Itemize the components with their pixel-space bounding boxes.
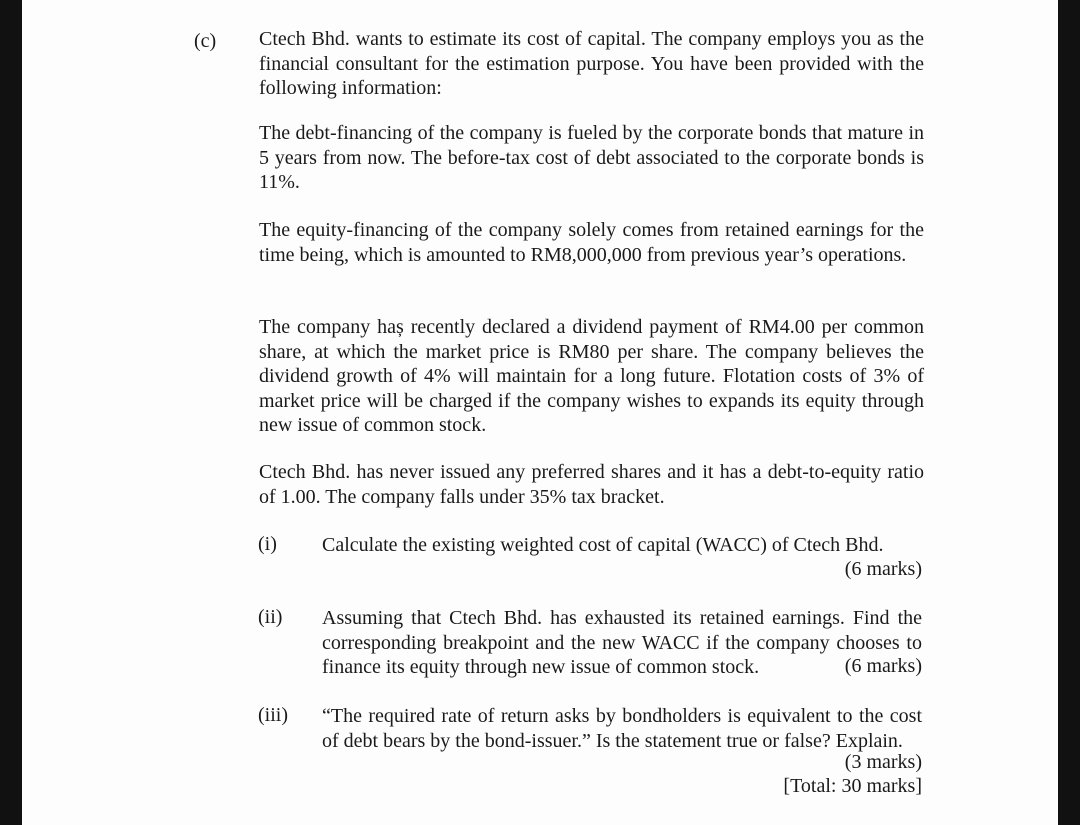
subquestion-i-number: (i): [258, 533, 277, 555]
subquestion-iii-number: (iii): [258, 704, 288, 726]
subquestion-iii-text: “The required rate of return asks by bondholders is equivalent to the cost of debt bears by the bond-issuer.” Is the statement true or false? Explain.: [322, 705, 922, 752]
total-marks: [Total: 30 marks]: [783, 775, 922, 797]
question-label: (c): [194, 30, 217, 52]
subquestion-i-text: Calculate the existing weighted cost of capital (WACC) of Ctech Bhd.: [322, 534, 884, 556]
paragraph-debt: The debt-financing of the company is fueled by the corporate bonds that mature in 5 years from now. The before-tax cost of debt associated to the corporate bonds is 11%.: [259, 122, 924, 193]
subquestion-ii-text: Assuming that Ctech Bhd. has exhausted its retained earnings. Find the corresponding breakpoint and the new WACC if the company chooses to finance its equity through new issue of common stock.: [322, 607, 922, 678]
subquestion-ii-marks: (6 marks): [844, 655, 922, 677]
paragraph-capital-structure: Ctech Bhd. has never issued any preferred shares and it has a debt-to-equity ratio of 1.00. The company falls under 35% tax bracket.: [259, 461, 924, 508]
subquestion-i-marks: (6 marks): [844, 558, 922, 580]
paragraph-equity: The equity-financing of the company solely comes from retained earnings for the time being, which is amounted to RM8,000,000 from previous year’s operations.: [259, 219, 924, 266]
paragraph-dividend: The company haș recently declared a dividend payment of RM4.00 per common share, at which the market price is RM80 per share. The company believes the dividend growth of 4% will maintain for a long future. Flotation costs of 3% of market price will be charged if the company wishes to expands its equity through new issue of common stock.: [259, 316, 924, 436]
paragraph-intro: Ctech Bhd. wants to estimate its cost of capital. The company employs you as the financial consultant for the estimation purpose. You have been provided with the following information:: [259, 28, 924, 99]
subquestion-ii-number: (ii): [258, 606, 283, 628]
exam-page: [22, 0, 1058, 825]
subquestion-iii-marks: (3 marks): [844, 751, 922, 773]
